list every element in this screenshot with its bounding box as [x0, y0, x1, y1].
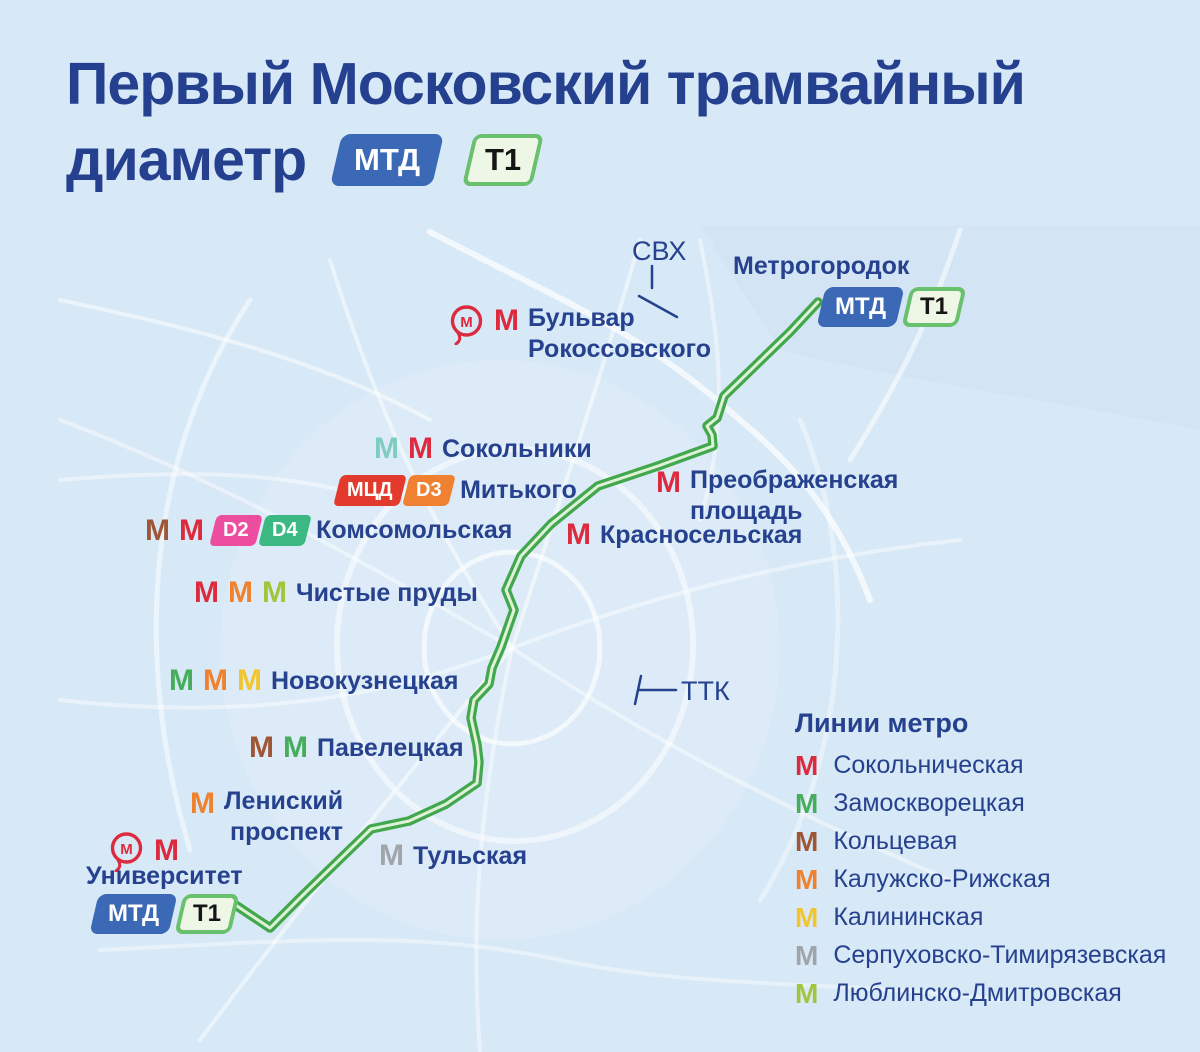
station-label: Преображенская площадь — [690, 466, 899, 525]
station-label: Лениский проспект — [224, 787, 344, 846]
metro-line-icon-sokolnicheskaya: М — [154, 834, 179, 867]
station-novokuznetskaya — [169, 666, 459, 696]
metro-line-icon: М — [795, 901, 819, 933]
legend-item-kalininskaya — [795, 903, 1166, 932]
road-label-svh: СВХ — [632, 236, 687, 266]
title-word: диаметр — [66, 127, 307, 193]
t1-badge: Т1 — [175, 894, 240, 934]
station-komsomolskaya — [145, 515, 512, 546]
metro-line-icon: М — [795, 977, 819, 1009]
metro-line-icon: М — [795, 787, 819, 819]
universitet-terminus-badges — [94, 894, 235, 934]
legend-label: Сокольническая — [833, 751, 1024, 779]
metro-line-icon-serpukhovsko-timiryazevskaya: М — [379, 839, 404, 872]
station-preobrazhenskaya — [656, 465, 898, 526]
station-label: Красносельская — [600, 520, 803, 549]
metro-line-icon-koltsevaya: М — [145, 513, 170, 547]
station-label: Митького — [460, 476, 577, 504]
legend-item-koltsevaya — [795, 827, 1166, 856]
metro-line-icon-sokolnicheskaya: М — [494, 304, 519, 337]
legend-item-zamoskvoretskaya — [795, 789, 1166, 818]
legend-label: Серпуховско-Тимирязевская — [833, 941, 1167, 969]
metro-line-icon-sokolnicheskaya: М — [194, 576, 219, 609]
station-label: Тульская — [413, 841, 528, 870]
metro-line-icon-kaluzhsko-rizhskaya: М — [228, 576, 253, 609]
metro-line-icon-zamoskvoretskaya: М — [169, 664, 194, 697]
station-sokolniki — [374, 434, 592, 464]
metro-logo-icon — [448, 303, 485, 345]
station-leninsky-prospekt — [190, 786, 343, 847]
station-bulvar-rokossovskogo — [448, 303, 711, 364]
legend-label: Люблинско-Дмитровская — [833, 979, 1122, 1007]
station-universitet — [86, 862, 243, 891]
station-label: Новокузнецкая — [271, 666, 459, 695]
legend-label: Замоскворецкая — [833, 789, 1025, 817]
metro-line-icon-sokolnicheskaya: М — [656, 466, 681, 499]
metro-line-icon-kaluzhsko-rizhskaya: М — [203, 664, 228, 697]
t1-badge: Т1 — [902, 287, 967, 327]
svg-text:М: М — [460, 314, 473, 331]
d3-badge: D3 — [402, 475, 455, 506]
road-label-ttk: ТТК — [681, 676, 730, 706]
legend-item-serpukhovsko-timiryazevskaya — [795, 941, 1166, 970]
metro-line-icon-koltsevaya: М — [249, 731, 274, 764]
legend-item-kaluzhsko-rizhskaya — [795, 865, 1166, 894]
station-krasnoselskaya — [566, 520, 802, 550]
station-label: Метрогородок — [733, 252, 910, 280]
station-chistye-prudy — [194, 578, 478, 608]
mtd-badge: МТД — [330, 134, 444, 186]
station-label: Сокольники — [442, 434, 592, 463]
station-label: Комсомольская — [316, 516, 513, 544]
metro-line-icon-kaluzhsko-rizhskaya: М — [190, 787, 215, 820]
metro-line-icon-kalininskaya: М — [237, 664, 262, 697]
svg-text:М: М — [120, 841, 133, 858]
metro-line-icon-sokolnicheskaya: М — [179, 513, 204, 547]
mtd-badge: МТД — [816, 287, 904, 327]
page-title-line2 — [66, 126, 538, 194]
page-title-line1: Первый Московский трамвайный — [66, 51, 1025, 117]
legend-item-lyublinsko-dmitrovskaya — [795, 979, 1166, 1008]
metro-line-icon: М — [795, 825, 819, 857]
metrogorodok-terminus-badges — [821, 287, 962, 327]
t1-badge: Т1 — [462, 134, 544, 186]
d2-badge: D2 — [209, 515, 262, 546]
metro-line-icon: М — [795, 863, 819, 895]
metro-line-icon: М — [795, 749, 819, 781]
legend-label: Калининская — [833, 903, 984, 931]
station-label: Чистые пруды — [296, 578, 478, 607]
d2-d4-badges — [213, 515, 307, 546]
station-label: Павелецкая — [317, 733, 464, 762]
metro-line-icon-sokolnicheskaya: М — [408, 432, 433, 465]
metro-line-icon-zamoskvoretskaya: М — [283, 731, 308, 764]
station-label: Бульвар Рокоссовского — [528, 304, 711, 363]
legend-metro-lines — [795, 708, 1166, 1017]
station-metrogorodok — [733, 252, 909, 281]
mcd-badge: МЦД — [333, 475, 406, 506]
metro-line-icon-bkl: М — [374, 432, 399, 465]
station-tulskaya — [379, 841, 527, 871]
legend-item-sokolnicheskaya — [795, 751, 1166, 780]
metro-line-icon-sokolnicheskaya: М — [566, 518, 591, 551]
station-paveletskaya — [249, 733, 464, 763]
station-label: Университет — [86, 862, 243, 890]
metro-line-icon: М — [795, 939, 819, 971]
legend-label: Калужско-Рижская — [833, 865, 1051, 893]
mcd-d3-badges — [337, 475, 451, 506]
d4-badge: D4 — [258, 515, 311, 546]
station-mitkogo — [337, 475, 577, 506]
metro-line-icon-lyublinsko-dmitrovskaya: М — [262, 576, 287, 609]
mtd-badge: МТД — [89, 894, 177, 934]
legend-title: Линии метро — [795, 708, 969, 738]
legend-label: Кольцевая — [833, 827, 958, 855]
